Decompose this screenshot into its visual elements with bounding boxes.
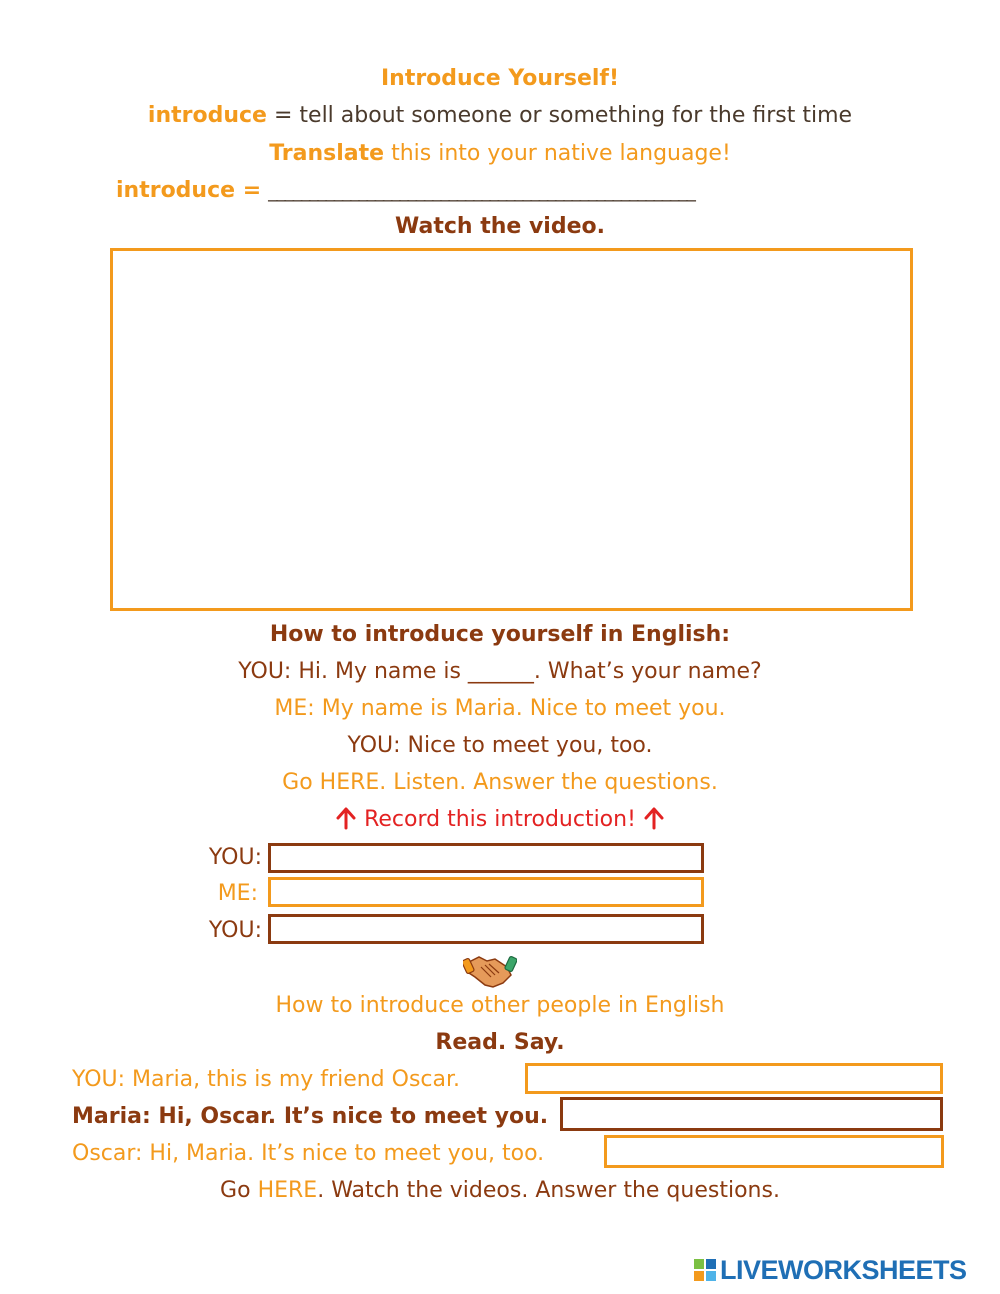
- dialogue2-line-1: YOU: Maria, this is my friend Oscar.: [72, 1067, 461, 1092]
- translation-blank[interactable]: ____________________________________________________: [268, 180, 695, 202]
- liveworksheets-logo: [694, 1256, 967, 1284]
- answer-label-me: ME:: [217, 881, 258, 906]
- arrow-up-icon: [643, 806, 665, 830]
- section2-instruction: Read. Say.: [435, 1030, 565, 1055]
- final-rest: . Watch the videos. Answer the questions.: [317, 1178, 780, 1203]
- definition-line: [0, 101, 1000, 131]
- section1-heading: How to introduce yourself in English:: [269, 622, 731, 647]
- video-frame[interactable]: [110, 248, 913, 611]
- dialogue-line-2: ME: My name is Maria. Nice to meet you.: [274, 696, 726, 721]
- answer-input-me[interactable]: [268, 877, 704, 907]
- record-text: Record this introduction!: [364, 807, 636, 832]
- translation-line: [116, 176, 916, 206]
- logo-icon: [694, 1259, 716, 1281]
- translate-text: this into your native language!: [384, 141, 731, 166]
- dialogue2-input-1[interactable]: [525, 1063, 943, 1094]
- dialogue2-line-2: Maria: Hi, Oscar. It’s nice to meet you.: [72, 1104, 549, 1129]
- answer-label-you-2: YOU:: [208, 918, 262, 943]
- translate-word: Translate: [269, 141, 385, 166]
- dialogue2-input-3[interactable]: [604, 1135, 944, 1168]
- arrow-up-icon: [335, 806, 357, 830]
- definition-word: introduce: [147, 103, 267, 128]
- final-go: Go: [220, 1178, 258, 1203]
- dialogue2-input-2[interactable]: [560, 1097, 943, 1131]
- watch-video-label: Watch the video.: [395, 214, 605, 239]
- page-title: Introduce Yourself!: [380, 66, 620, 91]
- answer-input-you-2[interactable]: [268, 914, 704, 944]
- final-here-link[interactable]: HERE: [257, 1178, 318, 1203]
- definition-text: = tell about someone or something for the first time: [266, 103, 853, 128]
- logo-text: LIVEWORKSHEETS: [720, 1254, 967, 1285]
- dialogue-line-1: YOU: Hi. My name is ______. What’s your name?: [238, 659, 762, 684]
- record-line: [0, 805, 1000, 835]
- dialogue-line-3: YOU: Nice to meet you, too.: [347, 733, 653, 758]
- translate-line: [0, 139, 1000, 169]
- final-instruction: [0, 1176, 1000, 1206]
- translation-label: introduce =: [116, 178, 262, 203]
- section2-heading: How to introduce other people in English: [275, 993, 725, 1018]
- answer-label-you-1: YOU:: [208, 845, 262, 870]
- dialogue2-line-3: Oscar: Hi, Maria. It’s nice to meet you, too.: [72, 1141, 545, 1166]
- answer-input-you-1[interactable]: [268, 843, 704, 873]
- handshake-icon: [463, 953, 517, 991]
- go-here-link[interactable]: Go HERE. Listen. Answer the questions.: [282, 770, 718, 795]
